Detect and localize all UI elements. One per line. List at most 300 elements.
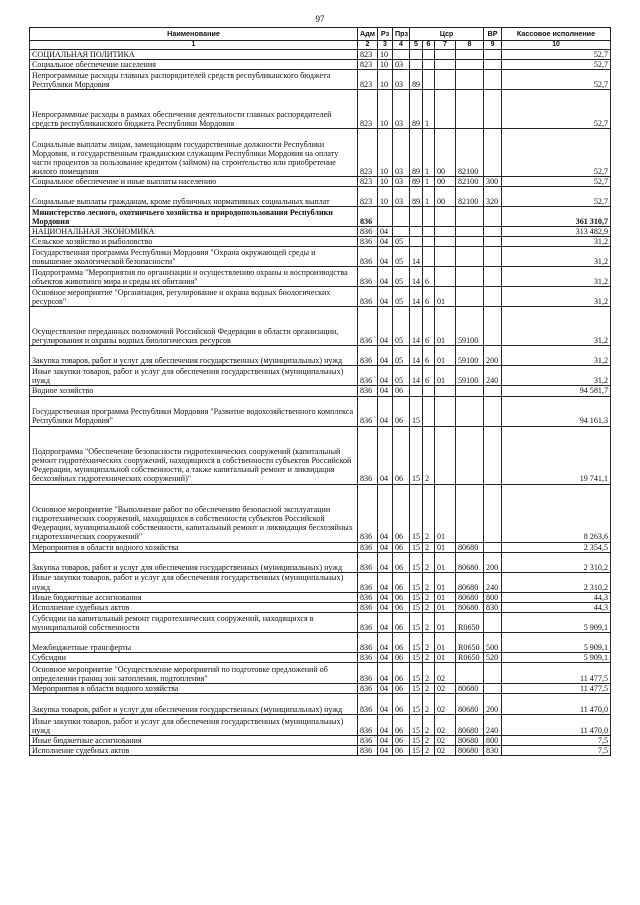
row-csr-program: 15 [410,572,423,592]
row-csr-measure [435,50,456,60]
row-adm: 836 [358,572,378,592]
row-vr: 200 [484,346,502,366]
row-vr: 520 [484,652,502,662]
row-name: Иные бюджетные ассигнования [30,592,358,602]
column-number: 7 [435,41,456,50]
row-vr [484,60,502,70]
row-csr-program: 15 [410,632,423,652]
row-csr-measure: 00 [435,129,456,177]
row-name: Государственная программа Республики Мордовия "Развитие водохозяйственного комплекса Республики Мордовия" [30,396,358,426]
row-prz: 03 [393,129,410,177]
row-csr-direction [456,60,484,70]
row-amount: 44,3 [502,602,611,612]
row-csr-direction [456,484,484,542]
table-row [30,736,611,746]
row-rz: 04 [378,612,393,632]
row-csr-measure [435,267,456,287]
row-vr: 200 [484,694,502,715]
row-csr-program [410,50,423,60]
row-csr-program: 14 [410,346,423,366]
row-prz: 05 [393,237,410,247]
row-name: Мероприятия в области водного хозяйства [30,542,358,552]
row-csr-program: 15 [410,484,423,542]
row-name: Иные бюджетные ассигнования [30,736,358,746]
table-row [30,237,611,247]
row-csr-program: 89 [410,129,423,177]
row-csr-measure: 01 [435,346,456,366]
row-csr-direction [456,287,484,307]
column-number: 10 [502,41,611,50]
row-csr-measure: 01 [435,307,456,346]
header-adm: Адм [358,28,378,41]
row-csr-subprogram: 2 [423,552,435,572]
row-amount: 8 263,6 [502,484,611,542]
row-csr-direction [456,90,484,129]
row-rz: 04 [378,267,393,287]
row-prz: 06 [393,426,410,484]
row-name: Основное мероприятие "Выполнение работ по обеспечению безопасной эксплуатации гидротехнических сооружений, находящихся в собственности субъектов Российской Федерации, муниципальной собственности, капитальный ремонт и ликвидация бесхозяйных гидротехнических сооружений" [30,484,358,542]
row-rz: 04 [378,736,393,746]
row-amount: 31,2 [502,307,611,346]
row-csr-measure: 01 [435,287,456,307]
row-prz: 03 [393,60,410,70]
row-amount: 31,2 [502,366,611,386]
column-number: 3 [378,41,393,50]
row-csr-subprogram: 1 [423,177,435,187]
row-csr-measure: 02 [435,746,456,756]
row-csr-direction: 59100 [456,307,484,346]
row-csr-subprogram: 6 [423,287,435,307]
row-csr-subprogram: 2 [423,652,435,662]
row-csr-measure [435,70,456,90]
row-adm: 823 [358,70,378,90]
table-row [30,396,611,426]
row-csr-subprogram [423,227,435,237]
row-amount: 11 477,5 [502,662,611,683]
row-amount: 313 482,9 [502,227,611,237]
row-amount: 31,2 [502,267,611,287]
row-amount: 52,7 [502,50,611,60]
row-prz: 03 [393,90,410,129]
row-prz: 05 [393,287,410,307]
row-csr-program: 15 [410,652,423,662]
row-csr-subprogram [423,60,435,70]
row-vr [484,683,502,693]
row-csr-program: 15 [410,592,423,602]
row-adm: 836 [358,736,378,746]
row-csr-measure: 01 [435,612,456,632]
row-amount: 52,7 [502,177,611,187]
table-row [30,90,611,129]
row-amount: 2 354,5 [502,542,611,552]
column-number: 5 [410,41,423,50]
row-csr-measure [435,237,456,247]
row-name: Сельское хозяйство и рыболовство [30,237,358,247]
table-row [30,287,611,307]
row-amount: 361 310,7 [502,207,611,227]
row-name: Подпрограмма "Обеспечение безопасности гидротехнических сооружений (капитальный ремонт гидротехнических сооружений, находящихся в собственности субъектов Российской Федерации, муниципальной собственности, а также капитальный ремонт и ликвидация бесхозяйных гидротехнических сооружений)" [30,426,358,484]
row-csr-direction: 80680 [456,683,484,693]
table-body [30,50,611,756]
row-csr-program: 15 [410,662,423,683]
row-prz: 05 [393,366,410,386]
row-rz: 04 [378,227,393,237]
row-amount: 31,2 [502,346,611,366]
row-rz [378,207,393,227]
row-csr-direction: 80680 [456,736,484,746]
row-rz: 04 [378,572,393,592]
row-rz: 10 [378,60,393,70]
row-csr-direction [456,247,484,267]
row-vr [484,542,502,552]
row-adm: 823 [358,90,378,129]
column-number: 6 [423,41,435,50]
row-csr-measure [435,426,456,484]
row-csr-measure: 01 [435,542,456,552]
row-vr [484,207,502,227]
row-amount: 2 310,2 [502,572,611,592]
table-row [30,652,611,662]
row-csr-measure: 02 [435,715,456,736]
column-number: 4 [393,41,410,50]
row-csr-program [410,237,423,247]
row-csr-subprogram: 2 [423,484,435,542]
row-vr: 300 [484,177,502,187]
row-adm: 823 [358,50,378,60]
row-vr [484,396,502,426]
row-csr-direction: 80680 [456,602,484,612]
row-adm: 836 [358,247,378,267]
row-adm: 836 [358,484,378,542]
row-vr [484,70,502,90]
row-csr-subprogram [423,396,435,426]
row-csr-measure: 00 [435,187,456,207]
row-name: Социальные выплаты гражданам, кроме публичных нормативных социальных выплат [30,187,358,207]
row-vr: 240 [484,572,502,592]
row-vr: 240 [484,366,502,386]
row-csr-program: 89 [410,70,423,90]
row-amount: 52,7 [502,70,611,90]
row-amount: 11 477,5 [502,683,611,693]
row-csr-program [410,227,423,237]
row-vr: 200 [484,552,502,572]
row-csr-program: 89 [410,90,423,129]
row-csr-subprogram [423,247,435,267]
row-rz: 04 [378,652,393,662]
row-csr-program: 15 [410,746,423,756]
table-row [30,572,611,592]
table-row [30,60,611,70]
row-csr-subprogram: 2 [423,602,435,612]
row-csr-program: 14 [410,247,423,267]
row-rz: 04 [378,715,393,736]
row-csr-subprogram: 2 [423,542,435,552]
row-rz: 04 [378,683,393,693]
row-csr-direction: R0650 [456,612,484,632]
row-adm: 823 [358,177,378,187]
row-rz: 04 [378,602,393,612]
row-csr-program: 89 [410,177,423,187]
row-csr-program: 15 [410,715,423,736]
row-amount: 94 581,7 [502,386,611,396]
row-rz: 04 [378,542,393,552]
row-csr-measure: 01 [435,652,456,662]
row-rz: 04 [378,592,393,602]
row-adm: 836 [358,652,378,662]
row-adm: 823 [358,187,378,207]
row-rz: 10 [378,177,393,187]
row-prz: 03 [393,177,410,187]
row-name: НАЦИОНАЛЬНАЯ ЭКОНОМИКА [30,227,358,237]
table-row [30,612,611,632]
row-rz: 04 [378,396,393,426]
header-vr: ВР [484,28,502,41]
row-name: Закупка товаров, работ и услуг для обеспечения государственных (муниципальных) нужд [30,694,358,715]
row-rz: 10 [378,50,393,60]
row-csr-subprogram [423,386,435,396]
table-row [30,484,611,542]
row-csr-subprogram: 2 [423,715,435,736]
row-adm: 836 [358,307,378,346]
row-csr-program: 14 [410,267,423,287]
row-csr-measure [435,396,456,426]
column-number: 8 [456,41,484,50]
row-csr-measure [435,60,456,70]
header-rz: Рз [378,28,393,41]
row-adm: 836 [358,542,378,552]
column-number: 9 [484,41,502,50]
row-vr [484,307,502,346]
row-adm: 836 [358,287,378,307]
table-row [30,177,611,187]
row-rz: 04 [378,346,393,366]
row-name: Исполнение судебных актов [30,602,358,612]
table-row [30,662,611,683]
row-prz: 06 [393,736,410,746]
row-rz: 04 [378,287,393,307]
row-rz: 04 [378,632,393,652]
row-rz: 04 [378,694,393,715]
header-prz: Прз [393,28,410,41]
row-csr-subprogram: 2 [423,694,435,715]
row-name: Непрограммные расходы главных распорядителей средств республиканского бюджета Республики Мордовия [30,70,358,90]
row-csr-measure: 01 [435,552,456,572]
row-csr-program: 15 [410,426,423,484]
row-csr-direction [456,237,484,247]
row-csr-direction: 80680 [456,715,484,736]
row-adm: 836 [358,267,378,287]
row-csr-direction [456,386,484,396]
row-rz: 10 [378,187,393,207]
table-row [30,542,611,552]
row-adm: 836 [358,602,378,612]
row-csr-program: 89 [410,187,423,207]
row-csr-program: 15 [410,736,423,746]
row-adm: 836 [358,662,378,683]
row-csr-direction [456,267,484,287]
row-adm: 823 [358,129,378,177]
row-csr-measure: 01 [435,632,456,652]
row-csr-subprogram [423,207,435,227]
row-vr: 320 [484,187,502,207]
row-name: Закупка товаров, работ и услуг для обеспечения государственных (муниципальных) нужд [30,346,358,366]
row-csr-measure [435,90,456,129]
row-csr-program: 15 [410,542,423,552]
row-csr-program: 15 [410,612,423,632]
row-prz: 06 [393,683,410,693]
row-name: Подпрограмма "Мероприятия по организации и осуществлению охраны и воспроизводства объектов животного мира и среды их обитания" [30,267,358,287]
row-amount: 94 161,3 [502,396,611,426]
row-csr-direction: 80680 [456,592,484,602]
row-vr [484,129,502,177]
row-vr [484,90,502,129]
row-csr-direction: R0650 [456,652,484,662]
row-prz: 06 [393,602,410,612]
table-row [30,207,611,227]
row-amount: 11 470,0 [502,715,611,736]
row-name: Непрограммные расходы в рамках обеспечения деятельности главных распорядителей средств республиканского бюджета Республики Мордовия [30,90,358,129]
row-vr [484,227,502,237]
row-name: Основное мероприятие "Осуществление мероприятий по подготовке предложений об определении границ зон затопления, подтопления" [30,662,358,683]
row-csr-direction: 80680 [456,552,484,572]
row-csr-subprogram: 6 [423,307,435,346]
row-rz: 04 [378,426,393,484]
table-row [30,552,611,572]
row-vr: 800 [484,592,502,602]
row-name: Осуществление переданных полномочий Российской Федерации в области организации, регулирования и охраны водных биологических ресурсов [30,307,358,346]
row-vr [484,484,502,542]
row-csr-subprogram: 2 [423,736,435,746]
row-prz: 05 [393,307,410,346]
row-name: Иные закупки товаров, работ и услуг для обеспечения государственных (муниципальных) нужд [30,715,358,736]
row-csr-program [410,207,423,227]
row-name: Государственная программа Республики Мордовия "Охрана окружающей среды и повышение экологической безопасности" [30,247,358,267]
row-csr-direction [456,396,484,426]
row-csr-direction [456,227,484,237]
row-csr-measure: 01 [435,602,456,612]
row-amount: 52,7 [502,129,611,177]
row-prz: 05 [393,267,410,287]
row-csr-measure [435,247,456,267]
row-prz: 06 [393,632,410,652]
table-row [30,366,611,386]
row-csr-measure: 00 [435,177,456,187]
row-vr [484,287,502,307]
table-row [30,307,611,346]
row-prz: 03 [393,70,410,90]
row-name: Межбюджетные трансферты [30,632,358,652]
row-csr-subprogram: 6 [423,366,435,386]
row-csr-program: 14 [410,287,423,307]
row-csr-direction [456,426,484,484]
row-amount: 5 909,1 [502,612,611,632]
row-vr: 830 [484,746,502,756]
row-csr-subprogram: 2 [423,632,435,652]
row-amount: 52,7 [502,187,611,207]
row-csr-program [410,60,423,70]
row-csr-direction: 80680 [456,572,484,592]
table-row [30,694,611,715]
row-adm: 836 [358,694,378,715]
row-adm: 836 [358,552,378,572]
row-amount: 52,7 [502,90,611,129]
row-vr: 240 [484,715,502,736]
row-adm: 836 [358,386,378,396]
table-header-row [30,28,611,41]
row-adm: 836 [358,632,378,652]
table-row [30,187,611,207]
header-name: Наименование [30,28,358,41]
row-amount: 11 470,0 [502,694,611,715]
row-adm: 836 [358,396,378,426]
row-rz: 04 [378,366,393,386]
row-adm: 836 [358,227,378,237]
row-csr-subprogram [423,50,435,60]
row-csr-measure: 01 [435,366,456,386]
row-prz: 05 [393,346,410,366]
row-name: Водное хозяйство [30,386,358,396]
row-prz: 06 [393,396,410,426]
row-csr-measure [435,227,456,237]
row-csr-program: 15 [410,552,423,572]
header-csr: Цср [410,28,484,41]
row-csr-program: 15 [410,396,423,426]
row-vr [484,662,502,683]
row-rz: 04 [378,247,393,267]
table-row [30,50,611,60]
row-amount: 19 741,1 [502,426,611,484]
row-csr-measure: 01 [435,592,456,602]
row-rz: 04 [378,386,393,396]
row-csr-measure: 01 [435,484,456,542]
row-adm: 836 [358,207,378,227]
row-csr-subprogram: 2 [423,683,435,693]
row-vr [484,426,502,484]
row-amount: 7,5 [502,736,611,746]
row-csr-program [410,386,423,396]
row-csr-measure: 02 [435,694,456,715]
row-prz: 06 [393,652,410,662]
row-csr-measure: 01 [435,572,456,592]
row-adm: 836 [358,592,378,602]
row-adm: 836 [358,612,378,632]
row-adm: 836 [358,426,378,484]
row-csr-subprogram: 6 [423,267,435,287]
column-number-row [30,41,611,50]
row-csr-direction: R0650 [456,632,484,652]
row-prz: 06 [393,542,410,552]
row-csr-subprogram: 2 [423,612,435,632]
row-prz [393,50,410,60]
table-row [30,247,611,267]
row-csr-direction: 59100 [456,346,484,366]
row-csr-program: 15 [410,602,423,612]
row-prz: 06 [393,715,410,736]
row-amount: 44,3 [502,592,611,602]
row-amount: 31,2 [502,247,611,267]
row-rz: 04 [378,237,393,247]
row-csr-subprogram: 2 [423,572,435,592]
row-adm: 836 [358,746,378,756]
row-csr-subprogram [423,237,435,247]
row-vr: 500 [484,632,502,652]
row-prz: 06 [393,612,410,632]
row-name: Иные закупки товаров, работ и услуг для обеспечения государственных (муниципальных) нужд [30,572,358,592]
row-vr [484,267,502,287]
row-vr [484,50,502,60]
table-row [30,227,611,237]
table-row [30,746,611,756]
